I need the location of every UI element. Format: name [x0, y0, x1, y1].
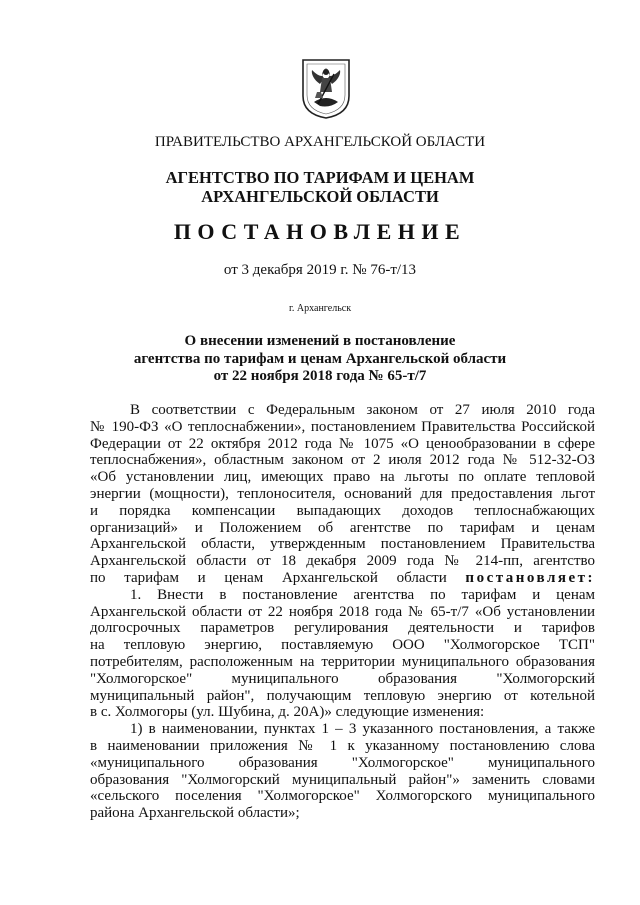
agency-line: АГЕНТСТВО ПО ТАРИФАМ И ЦЕНАМ: [165, 168, 475, 187]
text-line: Федерации от 22 октября 2012 года № 1075 «О ценообразовании в сфере: [90, 435, 595, 452]
text-line: [90, 570, 595, 587]
document-date-number: от 3 декабря 2019 г. № 76-т/13: [223, 262, 417, 278]
text-line: «Об установлении лиц, имеющих право на льготы по оплате тепловой: [90, 469, 595, 486]
text-line: потребителям, расположенным на территории муниципального образования: [90, 653, 595, 670]
preamble-paragraph: [90, 402, 595, 587]
agency-line: АРХАНГЕЛЬСКОЙ ОБЛАСТИ: [201, 187, 439, 206]
document-body: [90, 402, 595, 822]
clause-1: [90, 587, 595, 721]
text-line: «сельского поселения "Холмогорское" Холмогорского муниципального: [90, 788, 595, 805]
text-line: «муниципального образования "Холмогорское" муниципального: [90, 754, 595, 771]
text-line: теплоснабжения», областным законом от 2 июля 2012 года № 512-32-ОЗ: [90, 452, 595, 469]
text-line: муниципальный район", получающим тепловую энергию от котельной: [90, 687, 595, 704]
text-line: Архангельской области от 18 декабря 2009 года № 214-пп, агентство: [90, 553, 595, 570]
subclause-1: [90, 721, 595, 822]
coat-of-arms-icon: [300, 58, 352, 120]
subject-line: от 22 ноября 2018 года № 65-т/7: [213, 368, 427, 384]
document-title: ПОСТАНОВЛЕНИЕ: [173, 219, 467, 244]
text-line: 1) в наименовании, пунктах 1 – 3 указанного постановления, а также: [130, 721, 595, 738]
text-line: долгосрочных параметров регулирования деятельности и тарифов: [90, 620, 595, 637]
government-name: ПРАВИТЕЛЬСТВО АРХАНГЕЛЬСКОЙ ОБЛАСТИ: [154, 134, 486, 150]
text-line: "Холмогорское" муниципального образования "Холмогорский: [90, 670, 595, 687]
text-line: в с. Холмогоры (ул. Шубина, д. 20А)» следующие изменения:: [90, 704, 485, 721]
text-line: 1. Внести в постановление агентства по тарифам и ценам: [130, 586, 595, 603]
subject-line: О внесении изменений в постановление: [184, 333, 456, 349]
agency-name: [0, 168, 640, 206]
text-span: по тарифам и ценам Архангельской области: [90, 569, 447, 586]
text-line: образования "Холмогорский муниципальный район"» заменить словами: [90, 771, 595, 788]
document-subject: [0, 333, 640, 386]
text-line: № 190-ФЗ «О теплоснабжении», постановлением Правительства Российской: [90, 418, 595, 435]
resolves-keyword: постановляет:: [465, 569, 595, 586]
text-line: и порядка компенсации выпадающих доходов теплоснабжающих: [90, 502, 595, 519]
text-line: организаций» и Положением об агентстве по тарифам и ценам: [90, 519, 595, 536]
subject-line: агентства по тарифам и ценам Архангельской области: [133, 350, 507, 367]
text-line: в наименовании приложения № 1 к указанному постановлению слова: [90, 737, 595, 754]
text-line: энергии (мощности), теплоносителя, оснований для предоставления льгот: [90, 485, 595, 502]
document-city: г. Архангельск: [288, 303, 352, 314]
text-line: на тепловую энергию, поставляемую ООО "Холмогорское ТСП": [90, 637, 595, 654]
text-line: района Архангельской области»;: [90, 805, 300, 822]
text-line: Архангельской области, утвержденным постановлением Правительства: [90, 536, 595, 553]
text-line: Архангельской области от 22 ноября 2018 года № 65-т/7 «Об установлении: [90, 603, 595, 620]
text-line: В соответствии с Федеральным законом от 27 июля 2010 года: [130, 402, 595, 418]
